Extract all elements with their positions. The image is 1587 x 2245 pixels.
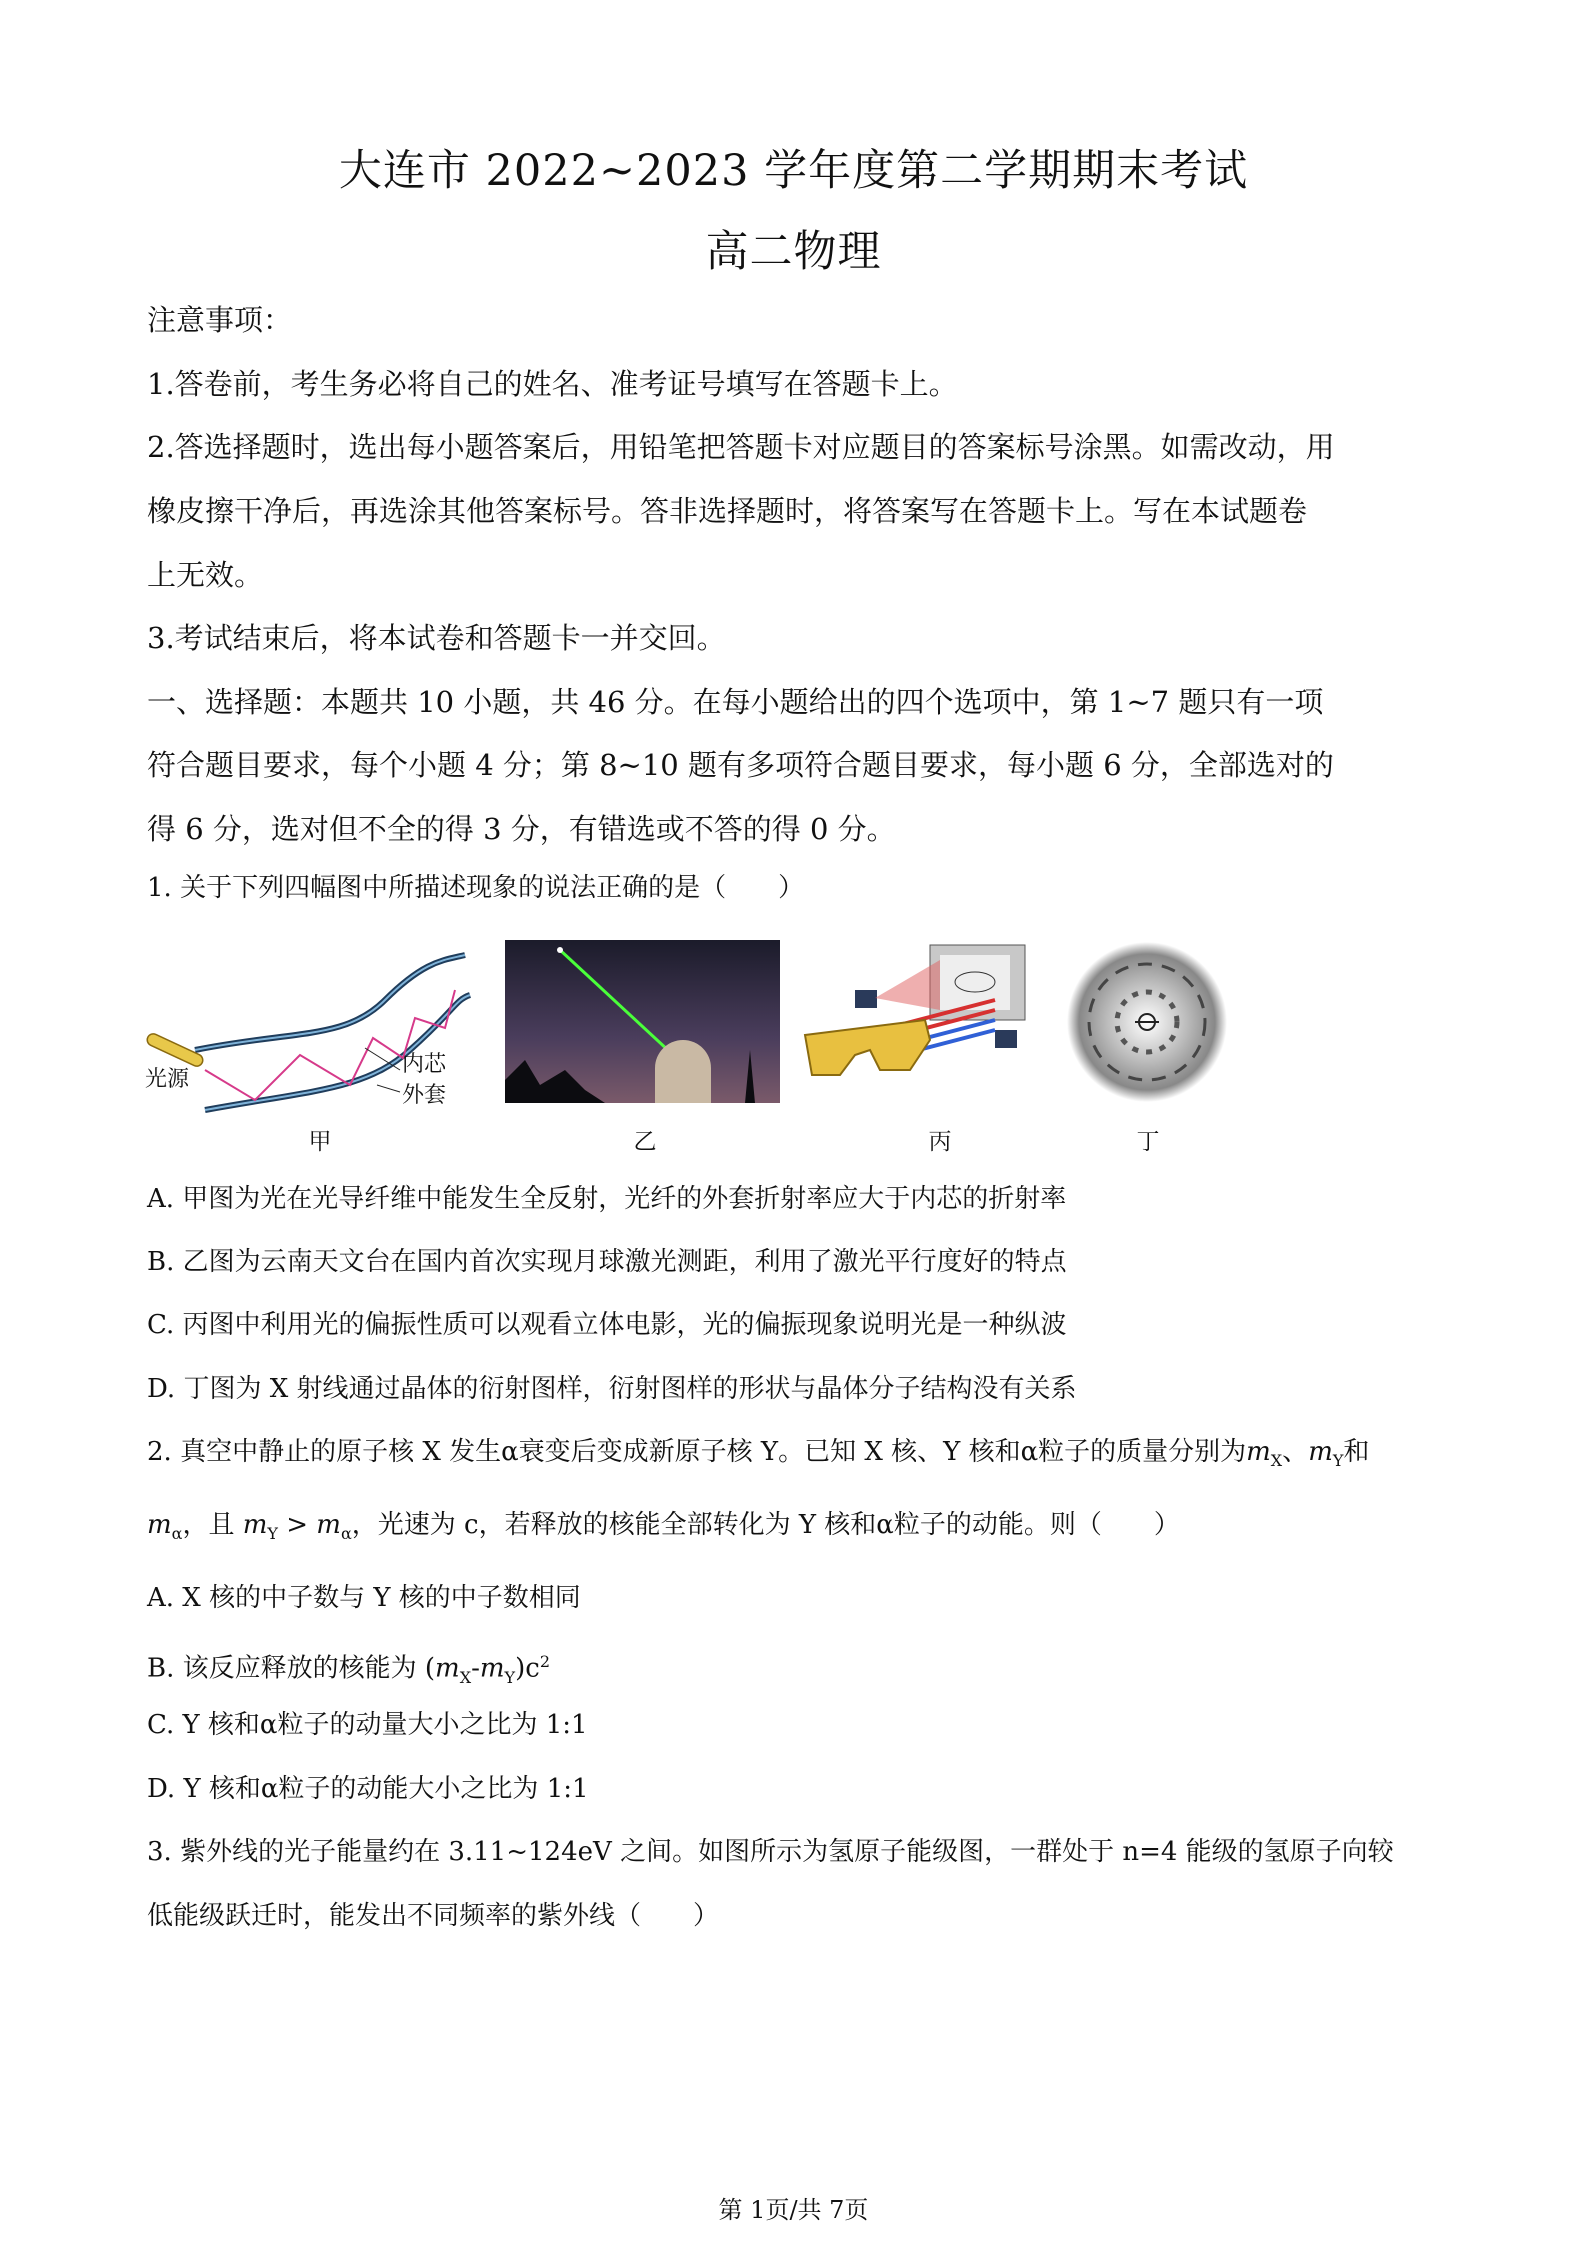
note-2-line3: 上无效。 (147, 558, 264, 592)
q2-option-b: B. 该反应释放的核能为 $(m_X-m_Y)c^2$ (147, 1652, 551, 1687)
section1-line3: 得 6 分，选对但不全的得 3 分，有错选或不答的得 0 分。 (147, 812, 896, 846)
q1-option-c: C. 丙图中利用光的偏振性质可以观看立体电影，光的偏振现象说明光是一种纵波 (147, 1310, 1067, 1340)
cladding-pointer (377, 1085, 400, 1092)
note-3: 3.考试结束后，将本试卷和答题卡一并交回。 (147, 621, 726, 655)
fig-label-jia: 甲 (308, 1129, 332, 1155)
note-1: 1.答卷前，考生务必将自己的姓名、准考证号填写在答题卡上。 (147, 367, 958, 401)
fig-label-ding: 丁 (1136, 1129, 1160, 1155)
fiber-source-label: 光源 (145, 1067, 190, 1092)
q2-stem-line2: $m_\alpha$，且 $m_Y > m_\alpha$，光速为 c，若释放的核能全部转化为 Y 核和α粒子的动能。则（ ） (147, 1510, 1180, 1544)
diffraction-figure (1065, 940, 1230, 1105)
laser-photo (505, 940, 780, 1103)
projector-right (995, 1030, 1017, 1048)
notes-heading: 注意事项： (147, 303, 293, 337)
moon-dot (557, 947, 563, 953)
section1-line1: 一、选择题：本题共 10 小题，共 46 分。在每小题给出的四个选项中，第 1~7 题只有一项 (147, 685, 1324, 719)
q1-option-d: D. 丁图为 X 射线通过晶体的衍射图样，衍射图样的形状与晶体分子结构没有关系 (147, 1374, 1077, 1404)
glasses-frame (805, 1020, 930, 1075)
dome (655, 1040, 711, 1103)
q2-stem-line1: 2. 真空中静止的原子核 X 发生α衰变后变成新原子核 Y。已知 X 核、Y 核和α粒子的质量分别为$m_X$、$m_Y$和 (147, 1437, 1370, 1471)
glasses-figure (800, 940, 1045, 1080)
q1-stem: 1. 关于下列四幅图中所描述现象的说法正确的是（ ） (147, 873, 805, 903)
q2-option-c: C. Y 核和α粒子的动量大小之比为 1:1 (147, 1710, 588, 1740)
fiber-cladding-label: 外套 (402, 1083, 447, 1108)
fiber-core-label: 内芯 (402, 1052, 447, 1077)
q3-stem-line2: 低能级跃迁时，能发出不同频率的紫外线（ ） (147, 1901, 720, 1931)
note-2-line1: 2.答选择题时，选出每小题答案后，用铅笔把答题卡对应题目的答案标号涂黑。如需改动，用 (147, 430, 1335, 464)
q1-option-a: A. 甲图为光在光导纤维中能发生全反射，光纤的外套折射率应大于内芯的折射率 (147, 1184, 1067, 1214)
exam-title: 大连市 2022~2023 学年度第二学期期末考试 (338, 146, 1249, 196)
note-2-line2: 橡皮擦干净后，再选涂其他答案标号。答非选择题时，将答案写在答题卡上。写在本试题卷 (147, 494, 1308, 528)
q2-option-d: D. Y 核和α粒子的动能大小之比为 1:1 (147, 1774, 589, 1804)
section1-line2: 符合题目要求，每个小题 4 分；第 8~10 题有多项符合题目要求，每小题 6 分，全部选对的 (147, 748, 1334, 782)
q1-option-b: B. 乙图为云南天文台在国内首次实现月球激光测距，利用了激光平行度好的特点 (147, 1247, 1067, 1277)
projector-left (855, 990, 877, 1008)
page-footer: 第 1页/共 7页 (718, 2196, 869, 2224)
q2-option-a: A. X 核的中子数与 Y 核的中子数相同 (147, 1583, 581, 1613)
fig-label-bing: 丙 (928, 1129, 952, 1155)
subject-title: 高二物理 (705, 227, 882, 277)
q3-stem-line1: 3. 紫外线的光子能量约在 3.11~124eV 之间。如图所示为氢原子能级图，一群处于 n=4 能级的氢原子向较 (147, 1837, 1394, 1867)
fig-label-yi: 乙 (633, 1129, 657, 1155)
